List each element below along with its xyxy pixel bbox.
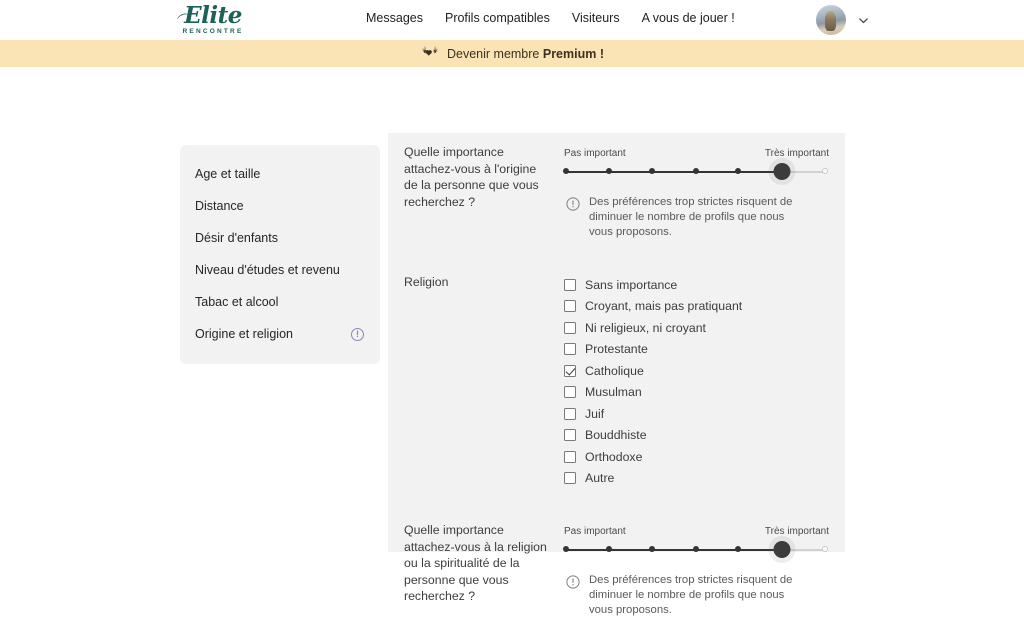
slider-tick-4[interactable] — [693, 168, 699, 174]
sidebar-item-label: Age et taille — [195, 167, 261, 181]
section-spacer — [388, 489, 845, 522]
premium-banner[interactable] — [0, 40, 1024, 67]
origin-importance-slider[interactable] — [566, 164, 825, 180]
slider-track-active — [566, 549, 782, 551]
origin-slider-min-label: Pas important — [564, 148, 626, 159]
religion-option-orthodoxe[interactable] — [564, 446, 831, 468]
checkbox[interactable] — [564, 429, 576, 441]
chevron-down-icon[interactable] — [858, 15, 869, 26]
sidebar-item-age-et-taille[interactable] — [180, 158, 380, 190]
nav-item-messages[interactable]: Messages — [366, 11, 423, 25]
sidebar-item-label: Distance — [195, 199, 244, 213]
religion-options — [560, 274, 831, 489]
sidebar-item-niveau-detudes-et-revenu[interactable] — [180, 254, 380, 286]
main-navigation — [366, 11, 735, 25]
slider-thumb[interactable] — [773, 163, 790, 180]
premium-prefix: Devenir membre — [446, 46, 543, 61]
site-header — [0, 0, 1024, 40]
checkbox[interactable] — [564, 408, 576, 420]
nav-item-profils-compatibles[interactable]: Profils compatibles — [444, 11, 550, 25]
sidebar-item-desir-denfants[interactable] — [180, 222, 380, 254]
option-label: Protestante — [585, 342, 648, 357]
checkbox[interactable] — [564, 451, 576, 463]
checkbox[interactable] — [564, 386, 576, 398]
origin-slider-labels — [560, 148, 831, 159]
sidebar-item-distance[interactable] — [180, 190, 380, 222]
religion-option-sans-importance[interactable] — [564, 274, 831, 296]
slider-tick-3[interactable] — [649, 168, 655, 174]
slider-track-active — [566, 171, 782, 173]
question-origin-body — [560, 144, 831, 240]
religion-slider-max-label: Très important — [764, 526, 829, 537]
option-label: Croyant, mais pas pratiquant — [585, 299, 743, 314]
question-religion-row — [388, 522, 845, 618]
user-menu[interactable] — [816, 5, 869, 35]
laurel-heart-icon — [420, 46, 440, 61]
slider-tick-7[interactable] — [822, 168, 828, 174]
question-origin-row — [388, 133, 845, 240]
religion-option-autre[interactable] — [564, 468, 831, 490]
checkbox[interactable] — [564, 300, 576, 312]
page-body — [0, 67, 1024, 616]
exclamation-circle-icon — [566, 575, 580, 589]
origin-slider-note — [560, 180, 831, 240]
sidebar-item-label: Origine et religion — [195, 327, 293, 341]
slider-tick-5[interactable] — [735, 168, 741, 174]
slider-tick-5[interactable] — [735, 546, 741, 552]
religion-note-text: Des préférences trop strictes risquent de diminuer le nombre de profils que nous vous proposons. — [589, 574, 793, 616]
religion-option-croyant-mais-pas-pratiquant[interactable] — [564, 296, 831, 318]
religion-row — [388, 240, 845, 489]
religion-option-protestante[interactable] — [564, 339, 831, 361]
premium-banner-text — [447, 47, 604, 61]
checkbox[interactable] — [564, 279, 576, 291]
origin-slider-block — [560, 144, 831, 180]
religion-option-ni-religieux-ni-croyant[interactable] — [564, 317, 831, 339]
preferences-panel — [388, 133, 845, 616]
checkbox[interactable] — [564, 472, 576, 484]
sidebar-item-label: Tabac et alcool — [195, 295, 279, 309]
religion-slider-note — [560, 558, 831, 618]
slider-tick-7[interactable] — [822, 546, 828, 552]
option-label: Bouddhiste — [585, 428, 647, 443]
info-badge-icon[interactable]: ! — [351, 328, 364, 341]
question-origin-label: Quelle importance attachez-vous à l'origine de la personne que vous recherchez ? — [404, 145, 539, 209]
sidebar-item-label: Niveau d'études et revenu — [195, 263, 340, 277]
origin-note-text: Des préférences trop strictes risquent de diminuer le nombre de profils que nous vous proposons. — [589, 196, 793, 238]
religion-slider-min-label: Pas important — [564, 526, 626, 537]
nav-item-visiteurs[interactable]: Visiteurs — [571, 11, 620, 25]
option-label: Musulman — [585, 385, 642, 400]
origin-slider-max-label: Très important — [764, 148, 829, 159]
religion-option-musulman[interactable] — [564, 382, 831, 404]
religion-label: Religion — [404, 275, 449, 289]
sidebar-item-label: Désir d'enfants — [195, 231, 278, 245]
sidebar-item-tabac-et-alcool[interactable] — [180, 286, 380, 318]
preferences-sidebar — [180, 145, 380, 364]
slider-tick-2[interactable] — [606, 168, 612, 174]
option-label: Sans importance — [585, 277, 678, 292]
religion-slider-block — [560, 522, 831, 558]
question-religion-body — [560, 522, 831, 618]
logo-tagline: RENCONTRE — [182, 28, 244, 35]
slider-thumb[interactable] — [773, 541, 790, 558]
slider-tick-1[interactable] — [563, 168, 569, 174]
slider-tick-3[interactable] — [649, 546, 655, 552]
religion-importance-slider[interactable] — [566, 542, 825, 558]
religion-option-catholique[interactable] — [564, 360, 831, 382]
checkbox[interactable] — [564, 343, 576, 355]
option-label: Juif — [585, 406, 605, 421]
option-label: Autre — [585, 471, 615, 486]
logo-wordmark: Elite — [184, 2, 242, 29]
option-label: Orthodoxe — [585, 449, 643, 464]
option-label: Ni religieux, ni croyant — [585, 320, 706, 335]
religion-option-juif[interactable] — [564, 403, 831, 425]
sidebar-item-origine-et-religion[interactable] — [180, 318, 380, 350]
avatar[interactable] — [816, 5, 846, 35]
nav-item-a-vous-de-jouer[interactable]: A vous de jouer ! — [641, 11, 735, 25]
question-religion-label: Quelle importance attachez-vous à la religion ou la spiritualité de la personne que vous recherchez ? — [404, 523, 547, 603]
checkbox-checked[interactable] — [564, 365, 576, 377]
site-logo[interactable] — [172, 2, 254, 38]
option-label: Catholique — [585, 363, 644, 378]
slider-tick-2[interactable] — [606, 546, 612, 552]
religion-slider-labels — [560, 526, 831, 537]
exclamation-circle-icon — [566, 197, 580, 211]
premium-strong: Premium ! — [542, 46, 604, 61]
checkbox[interactable] — [564, 322, 576, 334]
slider-tick-4[interactable] — [693, 546, 699, 552]
slider-tick-1[interactable] — [563, 546, 569, 552]
religion-option-bouddhiste[interactable] — [564, 425, 831, 447]
